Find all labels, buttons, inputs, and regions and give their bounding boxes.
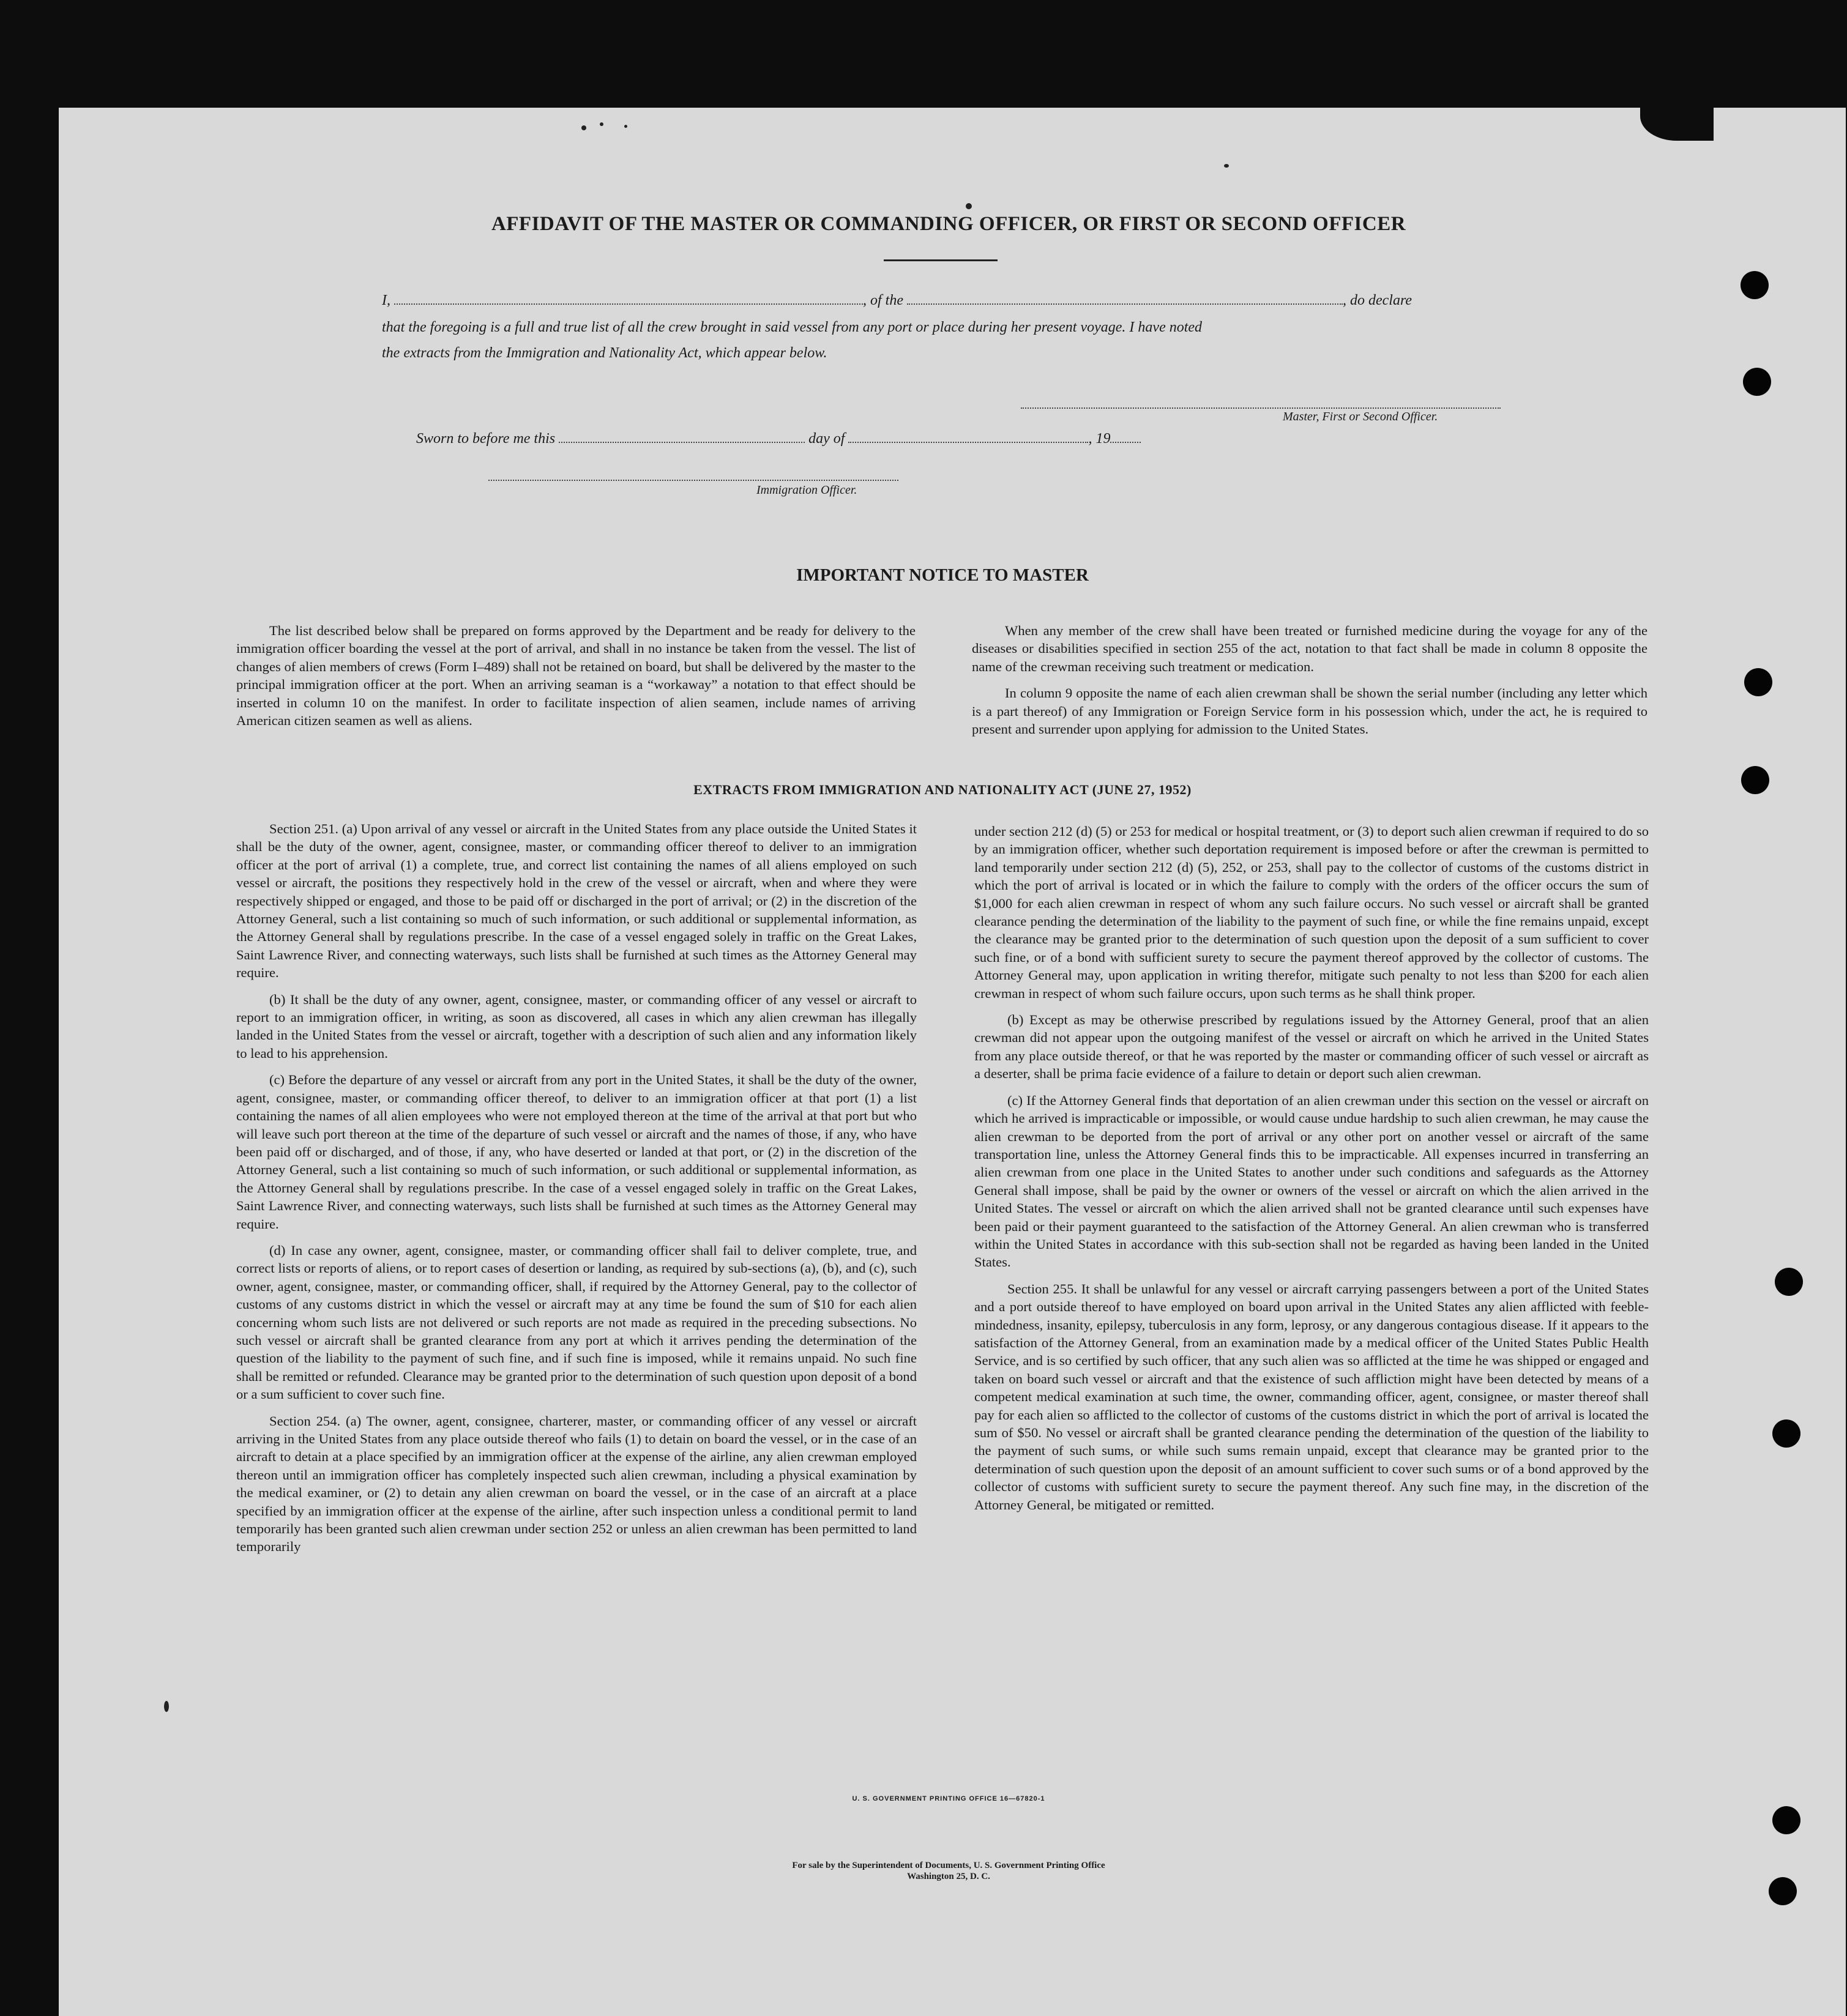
notice-title: IMPORTANT NOTICE TO MASTER xyxy=(796,565,1089,585)
master-signature-label: Master, First or Second Officer. xyxy=(1283,410,1438,423)
scan-speck xyxy=(966,203,972,209)
sworn-day-field[interactable] xyxy=(559,431,805,443)
notice-paragraph: When any member of the crew shall have been treated or furnished medicine during the voyage for any of the diseases or disabilities specified in section 255 of the act, notation to that fact shall be made in column 8 opposite the name of the crewman receiving such treatment or medication. xyxy=(972,623,1647,674)
section-paragraph: (d) In case any owner, agent, consignee, master, or commanding officer shall fail to deliver complete, true, and correct lists or reports of aliens, or to report cases of desertion or landing, as required by sub-sections (a), (b), and (c), such owner, agent, consignee, master, or commanding officer, shall, if required by the Attorney General, pay to the collector of customs of any customs district in which the vessel or aircraft may at any time be found the sum of $10 for each alien concerning whom such lists are not delivered or such reports are not made as required in the preceding subsections. No such vessel or aircraft shall be granted clearance from any port at which it arrives pending the determination of the question of the liability to the payment of such fine, and if such fine is imposed, while it remains unpaid. No such fine shall be remitted or refunded. Clearance may be granted prior to the determination of such question upon deposit of a bond or a sum sufficient to cover such fine. xyxy=(236,1242,917,1402)
officer-signature-label: Immigration Officer. xyxy=(756,483,857,497)
extracts-title: EXTRACTS FROM IMMIGRATION AND NATIONALITY ACT (JUNE 27, 1952) xyxy=(693,782,1192,797)
section-paragraph: (b) It shall be the duty of any owner, agent, consignee, master, or commanding officer of any vessel or aircraft to report to an immigration officer, in writing, as soon as discovered, all cases in which any alien crewman has illegally landed in the United States from the vessel or aircraft, together with a description of such alien and any information likely to lead to his apprehension. xyxy=(236,991,917,1061)
section-paragraph: (c) Before the departure of any vessel or aircraft from any port in the United States, it shall be the duty of the owner, agent, consignee, master, or commanding officer thereof, to deliver to an immigration officer at that port (1) a list containing the names of all alien employees who were not employed thereon at the time of the arrival at that port but who will leave such port thereon at the time of the departure of such vessel or aircraft and the names of those, if any, who have been paid off or discharged, and of those, if any, who have deserted or landed at that port, or (2) in the discretion of the Attorney General, such a list containing so much of such information, or such additional or supplemental information, as the Attorney General shall by regulations prescribe. In the case of a vessel engaged solely in traffic on the Great Lakes, Saint Lawrence River, and connecting waterways, such lists shall be furnished at such times as the Attorney General may require. xyxy=(236,1072,917,1232)
binder-hole xyxy=(1772,1419,1800,1448)
scan-speck xyxy=(624,125,627,128)
binder-hole xyxy=(1741,766,1769,794)
binder-hole xyxy=(1772,1806,1800,1834)
scan-speck xyxy=(581,125,586,130)
affidavit-line-3: the extracts from the Immigration and Nationality Act, which appear below. xyxy=(382,345,827,361)
section-paragraph: (b) Except as may be otherwise prescribed by regulations issued by the Attorney General, proof that an alien crewman did not appear upon the outgoing manifest of the vessel or aircraft on which he arrived in the United States from any place outside thereof, or that he was reported by the master or commanding officer of such vessel or aircraft as a deserter, shall be prima facie evidence of a failure to detain or deport such alien crewman. xyxy=(974,1012,1649,1082)
sale-line-1: For sale by the Superintendent of Documents, U. S. Government Printing Office xyxy=(792,1861,1105,1870)
declarant-label: I, xyxy=(382,292,390,308)
section-paragraph: Section 255. It shall be unlawful for any vessel or aircraft carrying passengers between a port of the United States and a port outside thereof to have employed on board upon arrival in the United States any alien afflicted with feeble-mindedness, insanity, epilepsy, tuberculosis in any form, leprosy, or any dangerous contagious disease. If it appears to the satisfaction of the Attorney General, from an examination made by a medical officer of the United States Public Health Service, and is so certified by such officer, that any such alien was so afflicted at the time he was shipped or engaged and taken on board such vessel or aircraft and that the existence of such affliction might have been detected by means of a competent medical examination at such time, the owner, commanding officer, agent, consignee, or master thereof shall pay for each alien so afflicted to the collector of customs of the customs district in which the port of arrival is located the sum of $50. No vessel or aircraft shall be granted clearance pending the determination of the question of the liability to the payment of such sums, or while such sums remain unpaid, except that clearance may be granted prior to the determination of such question upon the deposit of an amount sufficient to cover such sums or of a bond approved by the collector of customs with sufficient surety to secure the payment thereof. Any such fine may, in the discretion of the Attorney General, be mitigated or remitted. xyxy=(974,1281,1649,1512)
sworn-label: Sworn to before me this xyxy=(416,431,556,447)
affidavit-line-1 xyxy=(382,292,1502,309)
title-divider xyxy=(884,259,998,261)
declarant-name-field[interactable] xyxy=(394,292,863,305)
section-paragraph: under section 212 (d) (5) or 253 for medical or hospital treatment, or (3) to deport such alien crewman if required to do so by an immigration officer, whether such deportation requirement is imposed before or after the crewman is permitted to land temporarily under section 212 (d) (5), 252, or 253, shall pay to the collector of customs of the customs district in which the port of arrival is located or in which the failure to comply with the orders of the officer occurs the sum of $1,000 for each alien crewman in respect of whom any such failure occurs. No such vessel or aircraft shall be granted clearance pending the determination of the liability to the payment of such fine, or while the fine remains unpaid, except the clearance may be granted prior to the determination of such question upon the deposit of a sum sufficient to cover such fine, or of a bond with sufficient surety to secure the payment thereof approved by the collector of customs. The Attorney General may, upon application in writing therefor, mitigate such penalty to not less than $200 for each alien crewman in respect of whom such failure occurs, upon such terms as he shall think proper. xyxy=(974,824,1649,1001)
notice-paragraph: In column 9 opposite the name of each alien crewman shall be shown the serial number (including any letter which is a part thereof) of any Immigration or Foreign Service form in his possession which, under the act, he is required to present and surrender upon applying for admission to the United States. xyxy=(972,685,1647,737)
sworn-line xyxy=(416,431,1536,447)
day-of-label: day of xyxy=(808,431,845,447)
section-paragraph: Section 254. (a) The owner, agent, consignee, charterer, master, or commanding officer of any vessel or aircraft arriving in the United States from any place outside thereof who fails (1) to detain on board the vessel, or in the case of an aircraft to detain at a place specified by an immigration officer at the expense of the airline, any alien crewman employed thereon until an immigration officer has completely inspected such alien crewman, including a physical examination by the medical examiner, or (2) to detain any alien crewman on board the vessel, or in the case of an aircraft at a place specified by an immigration officer at the expense of the airline, after such inspection unless a conditional permit to land temporarily has been granted such alien crewman under section 252 or unless an alien crewman has been permitted to land temporarily xyxy=(236,1413,917,1555)
notice-right-column xyxy=(972,622,1647,746)
sale-line-2: Washington 25, D. C. xyxy=(907,1872,990,1881)
master-signature-line[interactable] xyxy=(1021,407,1501,409)
vessel-label: , of the xyxy=(863,292,903,308)
scan-speck xyxy=(1224,164,1229,168)
notice-paragraph: The list described below shall be prepared on forms approved by the Department and be ready for delivery to the immigration officer boarding the vessel at the port of arrival, and shall in no instance be taken from the vessel. The list of changes of alien members of crews (Form I–489) shall not be retained on board, but shall be delivered by the master to the principal immigration officer at the port. When an arriving seaman is a “workaway” a notation to that effect should be inserted in column 10 on the manifest. In order to facilitate inspection of alien seamen, include names of arriving American citizen seamen as well as aliens. xyxy=(236,623,916,729)
binder-hole xyxy=(1744,668,1772,696)
printing-office-code: U. S. GOVERNMENT PRINTING OFFICE 16—67820-1 xyxy=(852,1795,1045,1802)
officer-signature-line[interactable] xyxy=(488,480,898,481)
sworn-month-field[interactable] xyxy=(848,431,1088,443)
extracts-right-column xyxy=(974,822,1649,1522)
scan-speck xyxy=(600,122,603,126)
section-paragraph: (c) If the Attorney General finds that deportation of an alien crewman under this section on the vessel or aircraft on which he arrived is impracticable or impossible, or would cause undue hardship to such alien crewman, he may cause the alien crewman to be deported from the port of arrival or any other port on another vessel or aircraft of the same transportation line, unless the Attorney General finds this to be impracticable. All expenses incurred in transferring an alien crewman from one place in the United States to another under such conditions and safeguards as the Attorney General shall impose, shall be paid by the owner or owners of the vessel or aircraft on which the alien arrived in the United States. The vessel or aircraft on which the alien arrived shall not be granted clearance until such expenses have been paid or their payment guaranteed to the satisfaction of the Attorney General. An alien crewman who is transferred within the United States in accordance with this sub-section shall not be regarded as having been landed in the United States. xyxy=(974,1092,1649,1270)
sale-notice xyxy=(673,1860,1224,1882)
scan-speck xyxy=(164,1701,169,1712)
affidavit-title: AFFIDAVIT OF THE MASTER OR COMMANDING OFFICER, OR FIRST OR SECOND OFFICER xyxy=(491,213,1406,235)
sworn-year-field[interactable] xyxy=(1110,431,1141,443)
binder-hole xyxy=(1769,1877,1797,1905)
binder-hole xyxy=(1775,1268,1803,1296)
binder-hole xyxy=(1741,271,1769,299)
binder-hole xyxy=(1743,368,1771,396)
year-label: , 19 xyxy=(1088,431,1111,447)
vessel-name-field[interactable] xyxy=(907,292,1343,305)
extracts-left-column xyxy=(236,820,917,1564)
declare-label: , do declare xyxy=(1343,292,1412,308)
notice-left-column xyxy=(236,622,916,738)
affidavit-line-2: that the foregoing is a full and true list of all the crew brought in said vessel from any port or place during her present voyage. I have noted xyxy=(382,319,1203,335)
section-paragraph: Section 251. (a) Upon arrival of any vessel or aircraft in the United States from any place outside the United States it shall be the duty of the owner, agent, consignee, master, or commanding officer thereof to deliver to an immigration officer at the port of arrival (1) a complete, true, and correct list containing the names of all aliens employed on such vessel or aircraft, the positions they respectively hold in the crew of the vessel or aircraft, when and where they were respectively shipped or engaged, and those to be paid off or discharged in the port of arrival; or (2) in the discretion of the Attorney General, such a list containing so much of such information, or such additional or supplemental information, as the Attorney General shall by regulations prescribe. In the case of a vessel engaged solely in traffic on the Great Lakes, Saint Lawrence River, and connecting waterways, such lists shall be furnished at such times as the Attorney General may require. xyxy=(236,821,917,981)
